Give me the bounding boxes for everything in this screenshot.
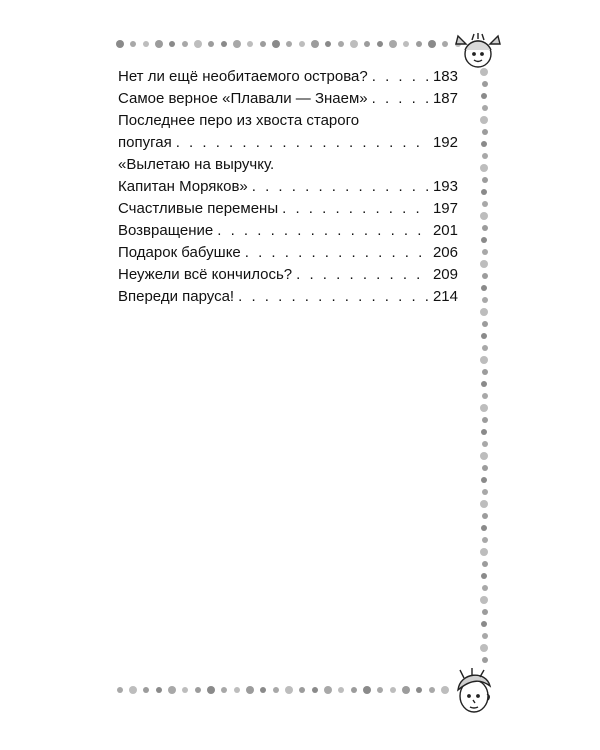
frame-dot	[389, 40, 397, 48]
frame-dot	[482, 393, 488, 399]
frame-dot	[143, 41, 149, 47]
frame-dot	[350, 40, 358, 48]
frame-dot	[272, 40, 280, 48]
frame-dot	[312, 687, 318, 693]
frame-dot	[481, 141, 487, 147]
frame-dot	[482, 177, 488, 183]
frame-dot	[402, 686, 410, 694]
frame-dot	[195, 687, 201, 693]
frame-dot	[194, 40, 202, 48]
frame-dot	[482, 489, 488, 495]
frame-dot	[182, 687, 188, 693]
frame-dot	[482, 81, 488, 87]
toc-entry-page: 193	[432, 178, 458, 195]
frame-dot	[325, 41, 331, 47]
toc-entry-page: 183	[432, 68, 458, 85]
frame-dot	[480, 452, 488, 460]
frame-dot	[299, 687, 305, 693]
boy-face-icon	[458, 668, 490, 712]
frame-dot	[143, 687, 149, 693]
frame-dot	[429, 687, 435, 693]
frame-dot	[285, 686, 293, 694]
toc-entry-page: 206	[432, 244, 458, 261]
toc-entry-title-line1: «Вылетаю на выручку.	[118, 156, 275, 173]
frame-dot	[260, 41, 266, 47]
toc-entry-title: Капитан Моряков»	[118, 178, 248, 195]
frame-dot	[363, 686, 371, 694]
toc-entry[interactable]	[118, 242, 458, 264]
frame-dot	[377, 687, 383, 693]
frame-dot	[482, 345, 488, 351]
frame-dot	[482, 537, 488, 543]
frame-dot	[351, 687, 357, 693]
frame-dot	[481, 621, 487, 627]
table-of-contents	[118, 66, 458, 308]
frame-dot	[480, 260, 488, 268]
toc-entry-title: Неужели всё кончилось?	[118, 266, 293, 283]
frame-dot	[482, 321, 488, 327]
frame-dot	[324, 686, 332, 694]
frame-dot	[116, 40, 124, 48]
frame-dot	[338, 41, 344, 47]
frame-dot	[155, 40, 163, 48]
frame-dot	[233, 40, 241, 48]
toc-entry-page: 209	[432, 266, 458, 283]
frame-dot	[480, 404, 488, 412]
toc-entry[interactable]	[118, 198, 458, 220]
dot-leader	[245, 242, 429, 264]
frame-dot	[482, 297, 488, 303]
toc-entry-title: Нет ли ещё необитаемого острова?	[118, 68, 368, 85]
frame-dot	[482, 561, 488, 567]
frame-dot	[481, 477, 487, 483]
toc-entry-page: 214	[432, 288, 458, 305]
frame-dot	[480, 356, 488, 364]
frame-dot	[482, 369, 488, 375]
toc-entry[interactable]	[118, 110, 458, 154]
frame-dot	[482, 417, 488, 423]
toc-entry[interactable]	[118, 88, 458, 110]
toc-entry[interactable]	[118, 220, 458, 242]
dot-leader	[282, 198, 429, 220]
frame-dot	[416, 41, 422, 47]
dot-leader	[217, 220, 429, 242]
dot-leader	[372, 88, 429, 110]
frame-dot	[260, 687, 266, 693]
frame-dot	[208, 41, 214, 47]
frame-dot	[117, 687, 123, 693]
toc-entry-title-line1: Последнее перо из хвоста старого	[118, 112, 360, 129]
frame-dot	[481, 429, 487, 435]
frame-dot	[442, 41, 448, 47]
frame-dot	[480, 116, 488, 124]
frame-dot	[169, 41, 175, 47]
frame-dot	[482, 153, 488, 159]
frame-dot	[377, 41, 383, 47]
frame-dot	[403, 41, 409, 47]
toc-entry-title: Счастливые перемены	[118, 200, 279, 217]
frame-dot	[364, 41, 370, 47]
frame-dot	[482, 633, 488, 639]
frame-dot	[481, 333, 487, 339]
frame-dot	[480, 68, 488, 76]
frame-dot	[480, 644, 488, 652]
frame-dot	[481, 381, 487, 387]
toc-entry-title: Подарок бабушке	[118, 244, 241, 261]
frame-dot	[428, 40, 436, 48]
frame-dot	[130, 41, 136, 47]
toc-entry-page: 197	[432, 200, 458, 217]
frame-dot	[221, 687, 227, 693]
dot-leader	[252, 176, 429, 198]
frame-dot	[480, 596, 488, 604]
frame-dot	[482, 585, 488, 591]
toc-entry-title: попугая	[118, 134, 172, 151]
frame-dot	[480, 164, 488, 172]
toc-entry[interactable]	[118, 264, 458, 286]
dot-leader	[238, 286, 429, 308]
frame-dot	[390, 687, 396, 693]
frame-dot	[481, 285, 487, 291]
frame-dot	[480, 308, 488, 316]
frame-dot	[482, 441, 488, 447]
frame-dot	[482, 513, 488, 519]
toc-entry-title: Впереди паруса!	[118, 288, 235, 305]
frame-dot	[247, 41, 253, 47]
girl-face-icon	[456, 33, 500, 67]
frame-dot	[168, 686, 176, 694]
toc-entry[interactable]	[118, 286, 458, 308]
frame-dot	[182, 41, 188, 47]
frame-dot	[482, 129, 488, 135]
dot-leader	[176, 132, 429, 154]
frame-dot	[338, 687, 344, 693]
frame-dot	[299, 41, 305, 47]
frame-dot	[207, 686, 215, 694]
frame-dot	[482, 657, 488, 663]
dot-leader	[296, 264, 429, 286]
frame-dot	[234, 687, 240, 693]
toc-entry-page: 187	[432, 90, 458, 107]
frame-dot	[482, 105, 488, 111]
frame-dot	[246, 686, 254, 694]
toc-entry-title: Самое верное «Плавали — Знаем»	[118, 90, 368, 107]
toc-entry[interactable]	[118, 66, 458, 88]
frame-dot	[482, 465, 488, 471]
toc-entry-title: Возвращение	[118, 222, 214, 239]
frame-dot	[480, 500, 488, 508]
frame-dot	[441, 686, 449, 694]
frame-dot	[482, 609, 488, 615]
frame-dot	[482, 249, 488, 255]
frame-dot	[481, 189, 487, 195]
frame-dot	[482, 225, 488, 231]
frame-dot	[221, 41, 227, 47]
frame-dot	[311, 40, 319, 48]
frame-dot	[481, 93, 487, 99]
frame-dot	[273, 687, 279, 693]
frame-dot	[480, 548, 488, 556]
toc-entry-page: 192	[432, 134, 458, 151]
frame-dot	[156, 687, 162, 693]
frame-dot	[286, 41, 292, 47]
frame-dot	[416, 687, 422, 693]
frame-dot	[482, 273, 488, 279]
toc-entry[interactable]	[118, 154, 458, 198]
frame-dot	[481, 573, 487, 579]
frame-dot	[482, 201, 488, 207]
frame-dot	[481, 525, 487, 531]
frame-dot	[481, 237, 487, 243]
dot-leader	[372, 66, 429, 88]
toc-entry-page: 201	[432, 222, 458, 239]
frame-dot	[480, 212, 488, 220]
frame-dot	[129, 686, 137, 694]
